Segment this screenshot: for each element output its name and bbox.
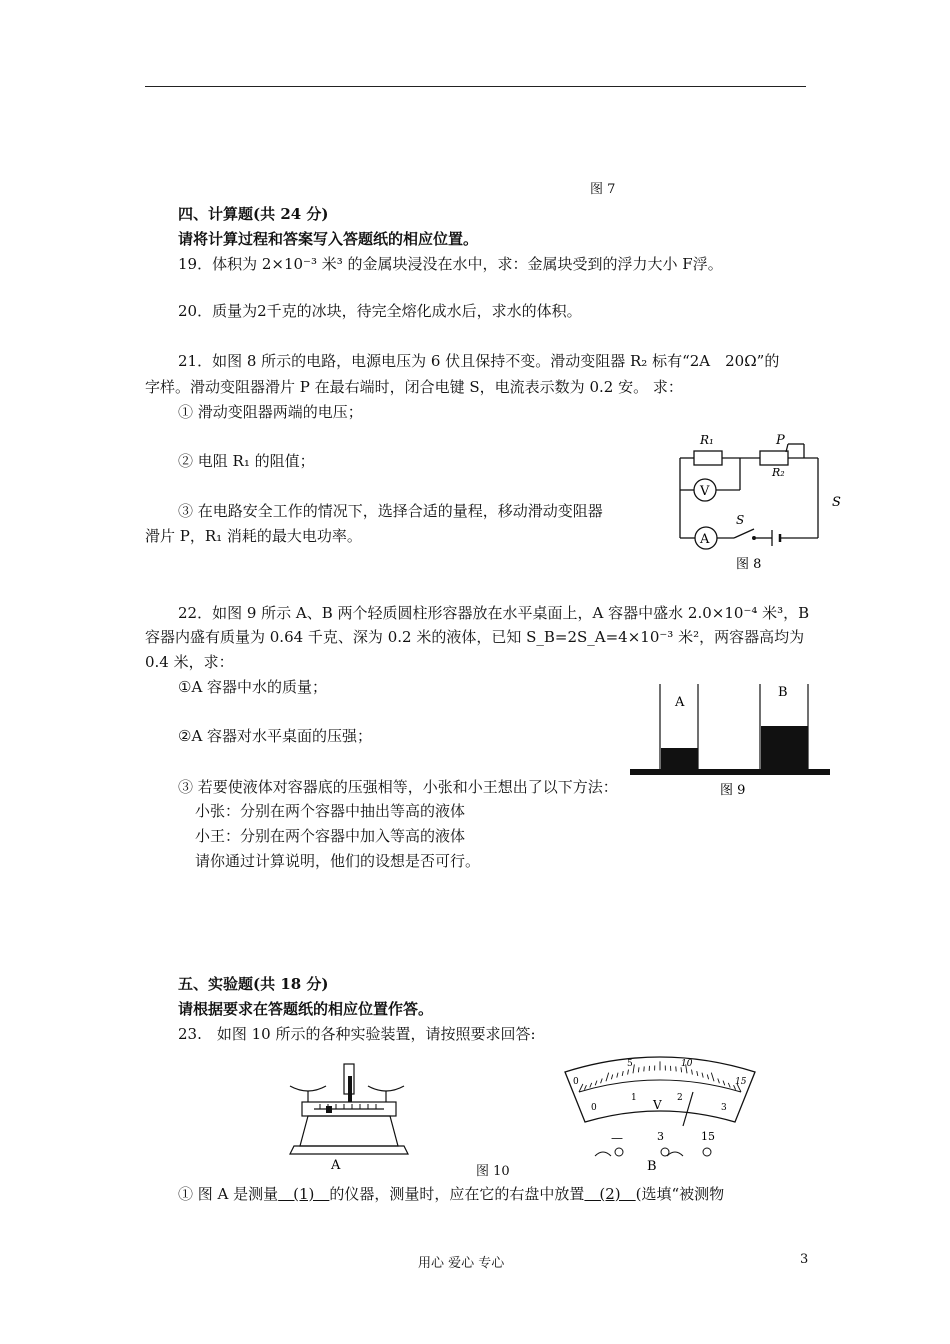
q22-ask: 请你通过计算说明，他们的设想是否可行。 [195, 852, 481, 870]
meter-tick [611, 1074, 612, 1079]
lower-scale-3: 3 [721, 1103, 727, 1113]
fig10b-voltmeter [555, 1052, 765, 1174]
q23-sub1 [178, 1183, 724, 1205]
q21-sub2: ② 电阻 R₁ 的阻值； [178, 452, 315, 470]
meter-v-label: V [653, 1098, 662, 1112]
fig10-label-b: B [647, 1159, 657, 1174]
section5-title: 五、实验题(共 18 分) [178, 975, 329, 993]
footer-motto: 用心 爱心 专心 [418, 1256, 505, 1271]
meter-tick [601, 1078, 603, 1083]
fig8-circuit [660, 428, 850, 576]
upper-scale-0: 0 [573, 1077, 579, 1087]
q21-line1: 21．如图 8 所示的电路，电源电压为 6 伏且保持不变。滑动变阻器 R₂ 标有“2A 20Ω”的 [178, 352, 780, 370]
q23-intro: 23. 如图 10 所示的各种实验装置，请按照要求回答: [178, 1025, 536, 1043]
meter-tick [702, 1073, 703, 1078]
switch-contact-dot [752, 536, 756, 540]
terminal-3: 3 [657, 1130, 664, 1143]
q23-blank-1: (1) [278, 1185, 330, 1203]
q22-line3: 0.4 米，求： [145, 653, 234, 671]
meter-tick [718, 1078, 720, 1083]
meter-tick [711, 1073, 714, 1082]
terminal-15: 15 [701, 1130, 715, 1143]
q22-sub3: ③ 若要使液体对容器底的压强相等，小张和小王想出了以下方法： [178, 778, 618, 796]
meter-tick [638, 1067, 639, 1072]
terminal-15-post [703, 1148, 711, 1156]
fig8-v: V [700, 484, 710, 499]
q21-line2: 字样。滑动变阻器滑片 P 在最右端时，闭合电键 S，电流表示数为 0.2 安。 求： [145, 378, 683, 396]
meter-tick [697, 1071, 698, 1076]
fig10-label-a: A [331, 1158, 341, 1173]
upper-scale-10: 10 [681, 1059, 693, 1069]
fig9-containers [630, 680, 832, 802]
q22-line2: 容器内盛有质量为 0.64 千克、深为 0.2 米的液体，已知 S_B=2S_A=4×10⁻³ 米²，两容器高均为 [145, 628, 805, 646]
fig8-s-right: S [832, 495, 841, 510]
meter-tick [584, 1085, 586, 1090]
terminal-minus: — [611, 1131, 623, 1145]
q23-sub1-part-a: ① 图 A 是测量 [178, 1185, 279, 1203]
fig9-label-a: A [675, 695, 685, 710]
lower-scale-0: 0 [591, 1103, 597, 1113]
upper-scale-15: 15 [735, 1077, 747, 1087]
q22-sub2: ②A 容器对水平桌面的压强； [178, 727, 373, 745]
fig10a-balance [280, 1062, 420, 1174]
q22-sub1: ①A 容器中水的质量； [178, 678, 328, 696]
meter-tick [622, 1071, 623, 1076]
q23-sub1-part-b: 的仪器，测量时，应在它的右盘中放置 [329, 1185, 585, 1203]
meter-tick [707, 1074, 708, 1079]
meter-tick [606, 1073, 609, 1082]
fig8-a: A [700, 532, 710, 547]
fig8-s: S [736, 513, 745, 527]
meter-tick [595, 1081, 597, 1086]
fig8-p: P [776, 433, 785, 448]
q22-line1: 22．如图 9 所示 A、B 两个轻质圆柱形容器放在水平桌面上，A 容器中盛水 2.0×10⁻⁴ 米³，B [178, 604, 810, 622]
meter-tick [617, 1073, 618, 1078]
fig7-caption: 图 7 [590, 182, 616, 197]
meter-tick [633, 1064, 634, 1073]
section4-instruction: 请将计算过程和答案写入答题纸的相应位置。 [178, 230, 479, 248]
lower-scale-2: 2 [677, 1093, 683, 1103]
upper-scale-5: 5 [627, 1059, 633, 1069]
meter-tick [628, 1070, 629, 1075]
q22-zhang: 小张：分别在两个容器中抽出等高的液体 [195, 802, 466, 820]
q23-sub1-part-c: (选填“被测物 [635, 1185, 725, 1203]
q21-sub1: ① 滑动变阻器两端的电压； [178, 403, 363, 421]
q22-wang: 小王：分别在两个容器中加入等高的液体 [195, 827, 466, 845]
fig9-caption: 图 9 [720, 783, 746, 798]
fig10-caption: 图 10 [476, 1164, 510, 1179]
header-rule [145, 86, 806, 87]
section4-title: 四、计算题(共 24 分) [178, 205, 329, 223]
terminal-minus-post [615, 1148, 623, 1156]
q20-text: 20．质量为2千克的冰块，待完全熔化成水后，求水的体积。 [178, 302, 582, 320]
meter-tick [692, 1070, 693, 1075]
fig8-r2: R₂ [772, 466, 785, 479]
fig8-r1: R₁ [700, 433, 714, 447]
lower-scale-1: 1 [631, 1093, 637, 1103]
page-number: 3 [800, 1252, 809, 1267]
q21-sub3a: ③ 在电路安全工作的情况下，选择合适的量程，移动滑动变阻器 [178, 502, 603, 520]
fig8-caption: 图 8 [736, 557, 762, 572]
meter-tick [723, 1081, 725, 1086]
q23-blank-2: (2) [584, 1185, 636, 1203]
meter-tick [590, 1083, 592, 1088]
section5-instruction: 请根据要求在答题纸的相应位置作答。 [178, 1000, 434, 1018]
meter-tick [728, 1083, 730, 1088]
q21-sub3b: 滑片 P，R₁ 消耗的最大电功率。 [145, 527, 362, 545]
wire-minus [595, 1152, 611, 1156]
q19-text: 19．体积为 2×10⁻³ 米³ 的金属块浸没在水中，求：金属块受到的浮力大小 F浮。 [178, 255, 723, 273]
fig9-label-b: B [778, 685, 788, 700]
